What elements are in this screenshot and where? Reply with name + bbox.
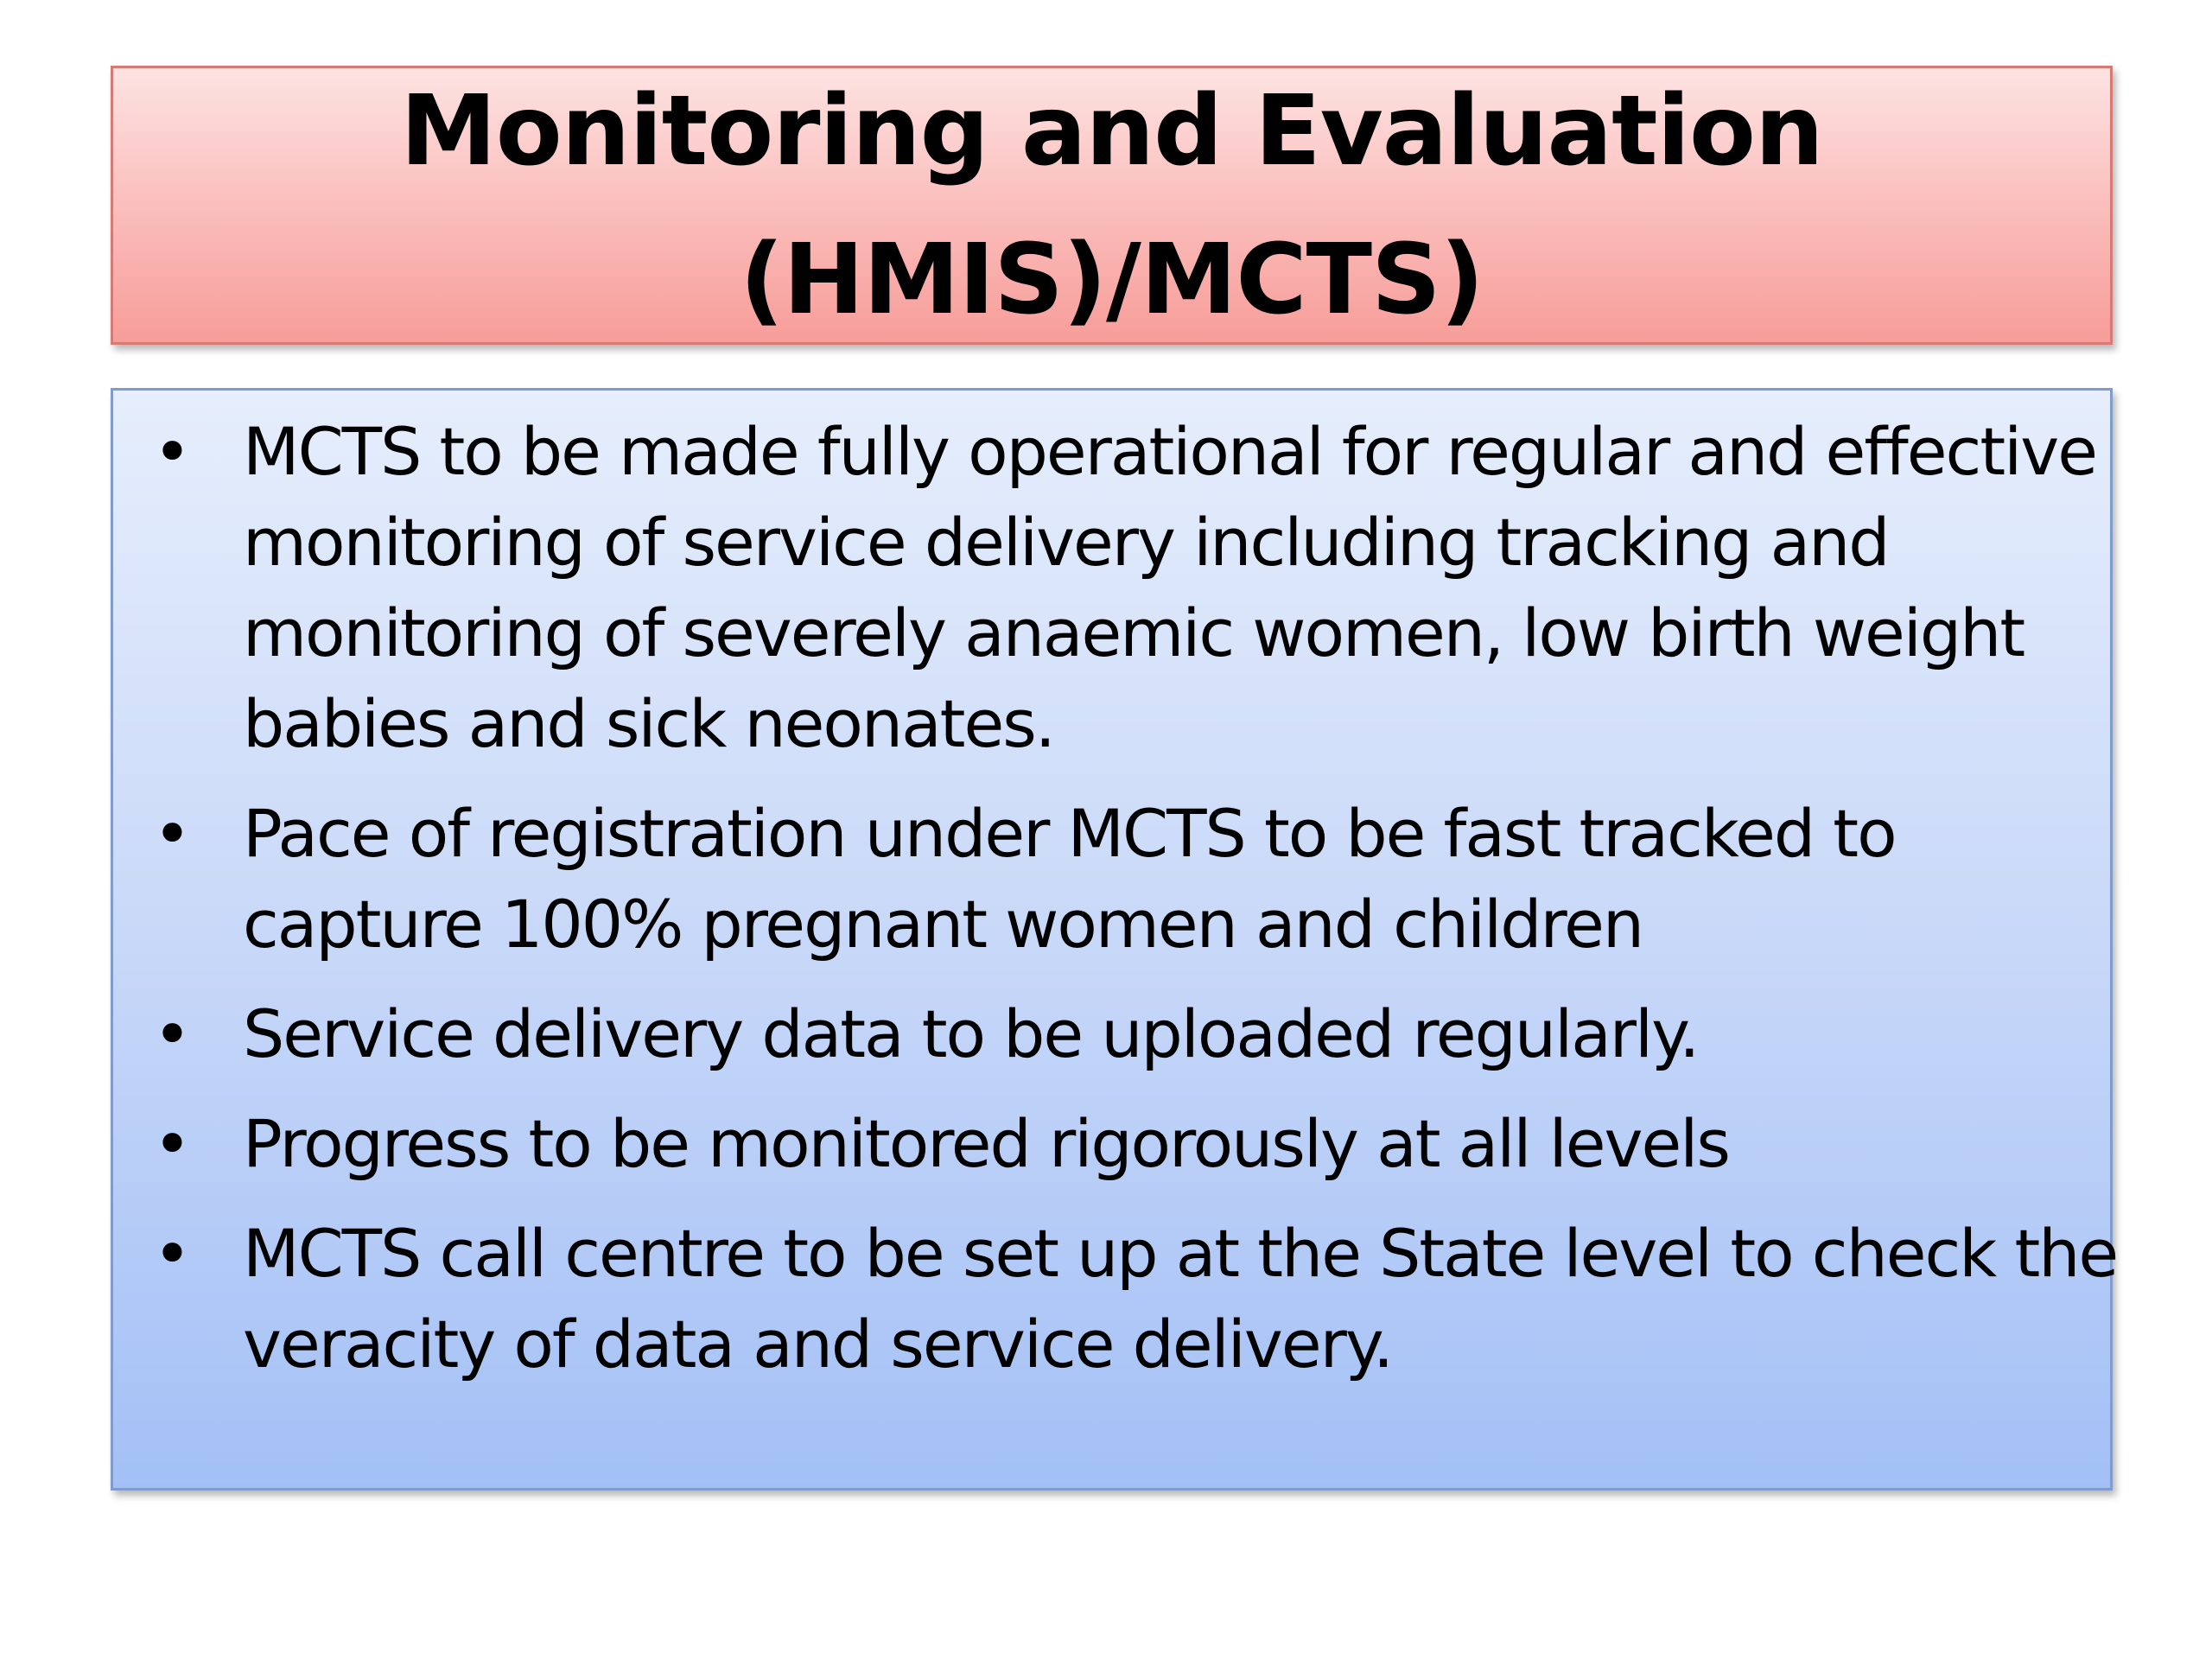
bullet-list — [134, 406, 2121, 1408]
bullet-text: Pace of registration under MCTS to be fast tracked to capture 100% pregnant women and children — [243, 795, 1896, 963]
title-box — [111, 66, 2113, 345]
bullet-item — [134, 406, 2121, 769]
bullet-dot-icon: • — [153, 1215, 190, 1292]
bullet-text: MCTS call centre to be set up at the State level to check the veracity of data and service delivery. — [243, 1215, 2118, 1382]
title-line-1: Monitoring and Evaluation — [400, 74, 1823, 188]
bullet-text: Service delivery data to be uploaded regularly. — [243, 995, 1699, 1072]
bullet-item — [134, 1098, 2121, 1189]
slide-title — [400, 57, 1822, 354]
bullet-text: MCTS to be made fully operational for regular and effective monitoring of service delivery including tracking and monitoring of severely anaemic women, low birth weight babies and sick neonates. — [243, 413, 2096, 762]
content-box — [111, 388, 2118, 1491]
bullet-item — [134, 788, 2121, 969]
bullet-item — [134, 988, 2121, 1079]
bullet-item — [134, 1208, 2121, 1389]
bullet-text: Progress to be monitored rigorously at all levels — [243, 1105, 1729, 1182]
bullet-dot-icon: • — [153, 995, 190, 1072]
title-line-2: (HMIS)/MCTS) — [740, 223, 1484, 336]
bullet-dot-icon: • — [153, 1105, 190, 1182]
bullet-dot-icon: • — [153, 795, 190, 872]
bullet-dot-icon: • — [153, 413, 190, 490]
